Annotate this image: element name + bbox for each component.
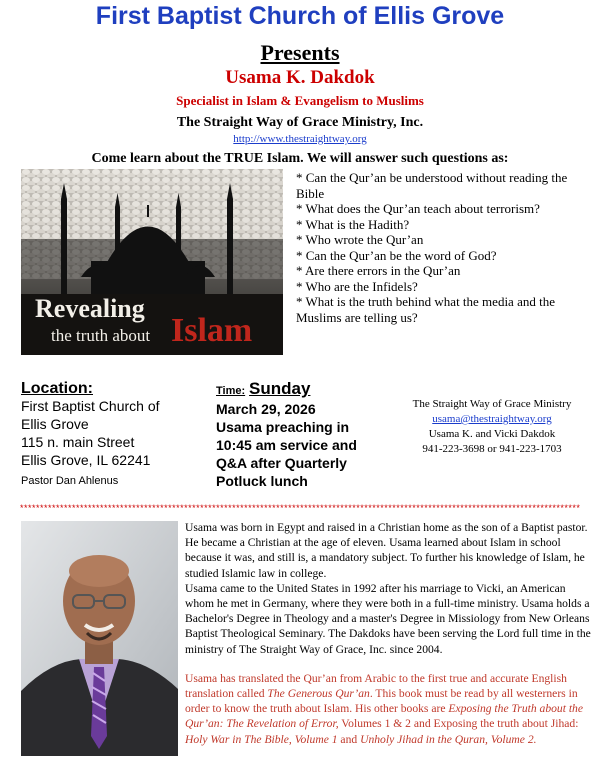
book-title: Unholy Jihad in the Quran, Volume 2. (360, 732, 537, 746)
location-address (21, 397, 160, 469)
location-line: First Baptist Church of (21, 398, 160, 414)
revealing-islam-image (21, 169, 283, 355)
bio-text: and (337, 732, 361, 746)
question-item: * Who wrote the Qur’an (296, 232, 424, 247)
event-detail: 10:45 am service and (216, 437, 357, 453)
bio-text: Volumes 1 & 2 and Exposing the truth about Jihad: (338, 717, 579, 731)
location-line: 115 n. main Street (21, 434, 135, 450)
bio-paragraph: Usama came to the United States in 1992 after his marriage to Vicki, an American whom he met in Germany, where they were both in a full-time ministry. Usama holds a Bachelor's Degree in Theology and a master's Degree in Missiology from New Orleans Baptist Theological Seminary. The Dakdoks have been serving the Lord full time in the ministry of The Straight Way of Grace, Inc. since 2004. (185, 581, 591, 656)
hero-word-revealing: Revealing (35, 294, 145, 323)
book-title: The Generous Qur’an (267, 687, 370, 701)
ministry-url-link[interactable]: http://www.thestraightway.org (233, 133, 367, 145)
event-detail: Potluck lunch (216, 473, 308, 489)
question-item: * What is the Hadith? (296, 216, 410, 232)
hero-word-truth: the truth about (51, 326, 151, 345)
time-heading (216, 380, 386, 400)
asterisk-divider: ******************************************************************************************************************************************** (20, 504, 580, 513)
speaker-portrait (21, 521, 178, 756)
ministry-name: The Straight Way of Grace Ministry, Inc. (176, 115, 424, 130)
question-item: * Can the Qur’an be understood without reading the Bible (296, 170, 568, 201)
hero-word-islam: Islam (171, 312, 253, 349)
speaker-specialty: Specialist in Islam & Evangelism to Muslims (176, 93, 424, 108)
contact-block (392, 397, 592, 457)
contact-email-link[interactable]: usama@thestraightway.org (432, 413, 552, 425)
speaker-name: Usama K. Dakdok (225, 67, 375, 88)
contact-org: The Straight Way of Grace Ministry (412, 398, 572, 410)
book-title: Exposing the Truth about the Qur’an: The Revelation of Error, (185, 702, 584, 731)
bio-text: . This book must be read by all westerners in order to know the truth about Islam. His other books are (185, 687, 578, 716)
time-block (216, 380, 386, 490)
bio-text: Usama has translated the Qur’an from Arabic to the first true and accurate English translation called (185, 671, 567, 701)
location-heading: Location: (21, 380, 93, 397)
question-item: * What is the truth behind what the media and the Muslims are telling us? (296, 294, 555, 325)
time-label: Time: (216, 385, 246, 397)
church-title: First Baptist Church of Ellis Grove (95, 2, 505, 30)
question-item: * Are there errors in the Qur’an (296, 263, 461, 278)
time-day: Sunday (249, 379, 311, 398)
bio-books-paragraph (185, 671, 595, 747)
question-list (296, 170, 596, 325)
contact-names: Usama K. and Vicki Dakdok (428, 428, 556, 440)
event-detail: Usama preaching in (216, 419, 350, 435)
speaker-bio (185, 520, 595, 747)
presents-heading: Presents (260, 40, 340, 65)
question-item: * What does the Qur’an teach about terrorism? (296, 201, 540, 216)
pastor-name: Pastor Dan Ahlenus (21, 475, 119, 487)
bio-paragraph: Usama was born in Egypt and raised in a Christian home as the son of a Baptist pastor. He became a Christian at the age of eleven. Usama learned about Islam in school because it was, and still is, a mandatory subject. To further his knowledge of Islam, he studied Islamic law in college. (185, 521, 588, 580)
location-line: Ellis Grove (21, 416, 89, 432)
intro-text: Come learn about the TRUE Islam. We will answer such questions as: (91, 151, 509, 166)
event-date: March 29, 2026 (216, 401, 316, 417)
location-line: Ellis Grove, IL 62241 (21, 452, 151, 468)
question-item: * Who are the Infidels? (296, 278, 418, 294)
event-detail: Q&A after Quarterly (216, 455, 347, 471)
book-title: Holy War in The Bible, Volume 1 (185, 732, 338, 746)
contact-phones: 941-223-3698 or 941-223-1703 (422, 443, 562, 455)
question-item: * Can the Qur’an be the word of God? (296, 247, 497, 263)
